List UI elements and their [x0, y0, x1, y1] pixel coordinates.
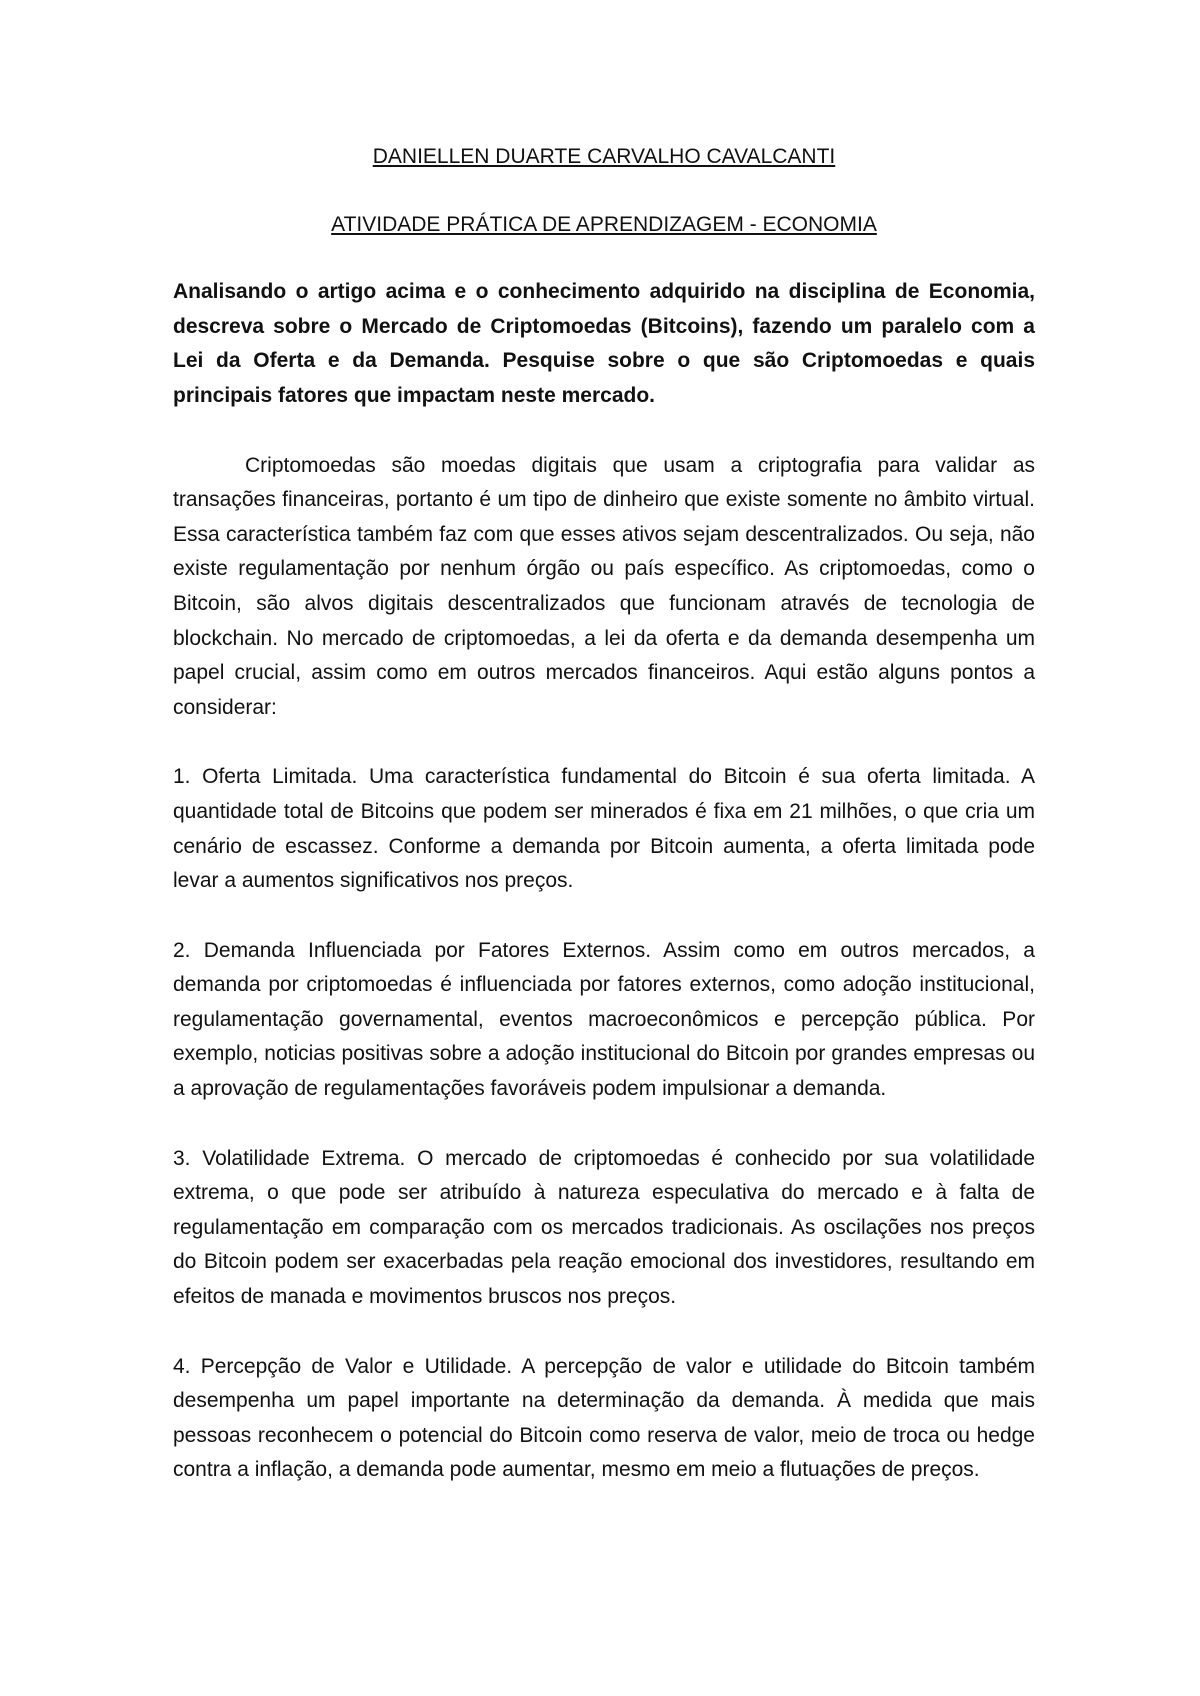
point-paragraph-1: 1. Oferta Limitada. Uma característica fundamental do Bitcoin é sua oferta limitada. A quantidade total de Bitcoins que podem ser minerados é fixa em 21 milhões, o que cria um cenário de escassez. Conforme a demanda por Bitcoin aumenta, a oferta limitada pode levar a aumentos significativos nos preços.	[173, 765, 1035, 893]
intro-paragraph: Criptomoedas são moedas digitais que usam a criptografia para validar as transações financeiras, portanto é um tipo de dinheiro que existe somente no âmbito virtual. Essa característica também faz com que esses ativos sejam descentralizados. Ou seja, não existe regulamentação por nenhum órgão ou país específico. As criptomoedas, como o Bitcoin, são alvos digitais descentralizados que funcionam através de tecnologia de blockchain. No mercado de criptomoedas, a lei da oferta e da demanda desempenha um papel crucial, assim como em outros mercados financeiros. Aqui estão alguns pontos a considerar:	[173, 453, 1035, 719]
question-prompt: Analisando o artigo acima e o conhecimento adquirido na disciplina de Economia, descreva sobre o Mercado de Criptomoedas (Bitcoins), fazendo um paralelo com a Lei da Oferta e da Demanda. Pesquise sobre o que são Criptomoedas e quais principais fatores que impactam neste mercado.	[173, 280, 1035, 407]
point-paragraph-4: 4. Percepção de Valor e Utilidade. A percepção de valor e utilidade do Bitcoin também desempenha um papel importante na determinação da demanda. À medida que mais pessoas reconhecem o potencial do Bitcoin como reserva de valor, meio de troca ou hedge contra a inflação, a demanda pode aumentar, mesmo em meio a flutuações de preços.	[173, 1354, 1035, 1482]
point-paragraph-2: 2. Demanda Influenciada por Fatores Externos. Assim como em outros mercados, a demanda por criptomoedas é influenciada por fatores externos, como adoção institucional, regulamentação governamental, eventos macroeconômicos e percepção pública. Por exemplo, noticias positivas sobre a adoção institucional do Bitcoin por grandes empresas ou a aprovação de regulamentações favoráveis podem impulsionar a demanda.	[173, 938, 1035, 1101]
author-name: DANIELLEN DUARTE CARVALHO CAVALCANTI	[372, 145, 836, 168]
point-paragraph-3: 3. Volatilidade Extrema. O mercado de criptomoedas é conhecido por sua volatilidade extrema, o que pode ser atribuído à natureza especulativa do mercado e à falta de regulamentação em comparação com os mercados tradicionais. As oscilações nos preços do Bitcoin podem ser exacerbadas pela reação emocional dos investidores, resultando em efeitos de manada e movimentos bruscos nos preços.	[173, 1146, 1035, 1309]
document-page	[173, 140, 1035, 1523]
activity-title: ATIVIDADE PRÁTICA DE APRENDIZAGEM - ECONOMIA	[331, 212, 877, 236]
